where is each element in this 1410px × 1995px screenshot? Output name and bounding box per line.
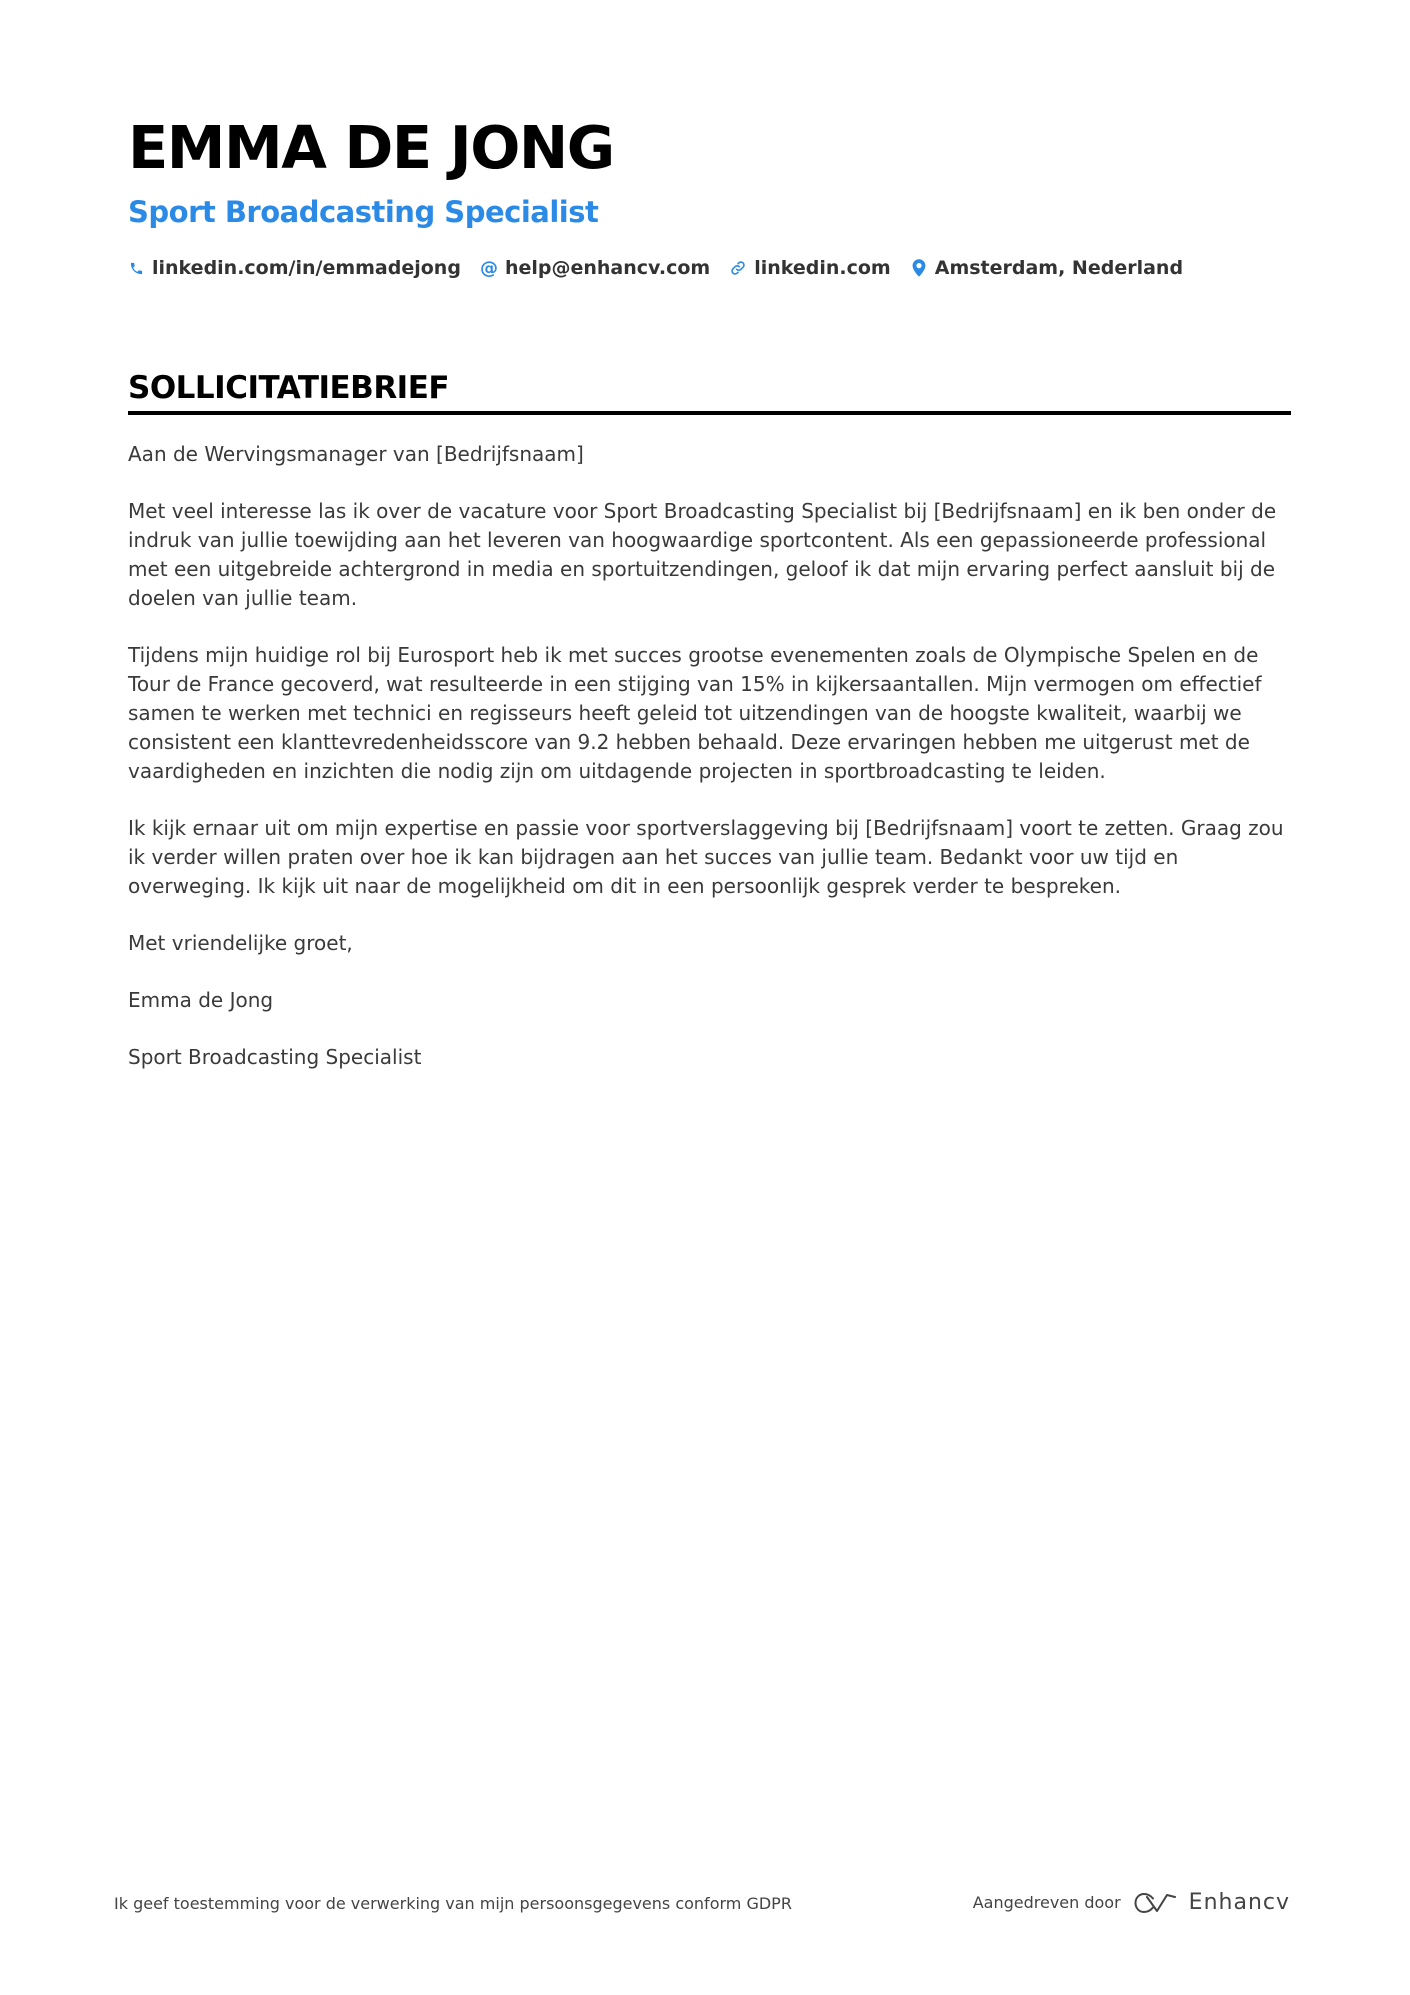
contact-email[interactable] — [481, 257, 710, 279]
section-divider — [128, 411, 1291, 415]
phone-icon — [128, 258, 144, 278]
link-icon — [730, 258, 746, 278]
section-title: SOLLICITATIEBRIEF — [128, 370, 450, 406]
contact-phone[interactable] — [128, 257, 461, 279]
at-sign-icon: @ — [479, 257, 498, 279]
location-pin-icon — [911, 258, 927, 278]
letter-paragraph: Met veel interesse las ik over de vacature voor Sport Broadcasting Specialist bij [Bedrijfsnaam] en ik ben onder de indruk van jullie toewijding aan het leveren van hoogwaardige sportcontent. Als een gepassioneerde professional met een uitgebreide achtergrond in media en sportuitzendingen, geloof ik dat mijn ervaring perfect aansluit bij de doelen van jullie team. — [128, 499, 1277, 610]
letter-body — [128, 440, 1288, 1100]
contact-phone-text: linkedin.com/in/emmadejong — [152, 257, 461, 279]
letter-paragraph: Tijdens mijn huidige rol bij Eurosport heb ik met succes grootse evenementen zoals de Olympische Spelen en de Tour de France gecoverd, wat resulteerde in een stijging van 15% in kijkersaantallen. Mijn vermogen om effectief samen te werken met technici en regisseurs heeft geleid tot uitzendingen van de hoogste kwaliteit, waarbij we consistent een klanttevredenheidsscore van 9.2 hebben behaald. Deze ervaringen hebben me uitgerust met de vaardigheden en inzichten die nodig zijn om uitdagende projecten in sportbroadcasting te leiden. — [128, 643, 1262, 783]
contact-location-text: Amsterdam, Nederland — [934, 257, 1184, 279]
contact-link[interactable] — [730, 257, 891, 279]
contact-bar — [128, 252, 1203, 284]
powered-by-label: Aangedreven door — [972, 1893, 1121, 1912]
contact-location — [911, 257, 1183, 279]
brand-name: Enhancv — [1188, 1890, 1290, 1915]
letter-paragraph: Ik kijk ernaar uit om mijn expertise en passie voor sportverslaggeving bij [Bedrijfsnaam] voort te zetten. Graag zou ik verder willen praten over hoe ik kan bijdragen aan het succes van jullie team. Bedankt voor uw tijd en overweging. Ik kijk uit naar de mogelijkheid om dit in een persoonlijk gesprek verder te bespreken. — [128, 816, 1284, 898]
enhancv-logo-icon — [1133, 1891, 1179, 1915]
signature-name: Emma de Jong — [128, 988, 274, 1012]
signature-title: Sport Broadcasting Specialist — [128, 1045, 422, 1069]
letter-closing: Met vriendelijke groet, — [128, 931, 353, 955]
powered-by[interactable] — [973, 1890, 1290, 1915]
candidate-name: EMMA DE JONG — [128, 113, 614, 182]
gdpr-consent-text: Ik geef toestemming voor de verwerking van mijn persoonsgegevens conform GDPR — [114, 1894, 792, 1913]
contact-link-text: linkedin.com — [754, 257, 891, 279]
letter-salutation: Aan de Wervingsmanager van [Bedrijfsnaam] — [128, 442, 584, 466]
candidate-job-title: Sport Broadcasting Specialist — [128, 195, 599, 229]
contact-email-text: help@enhancv.com — [504, 257, 711, 279]
